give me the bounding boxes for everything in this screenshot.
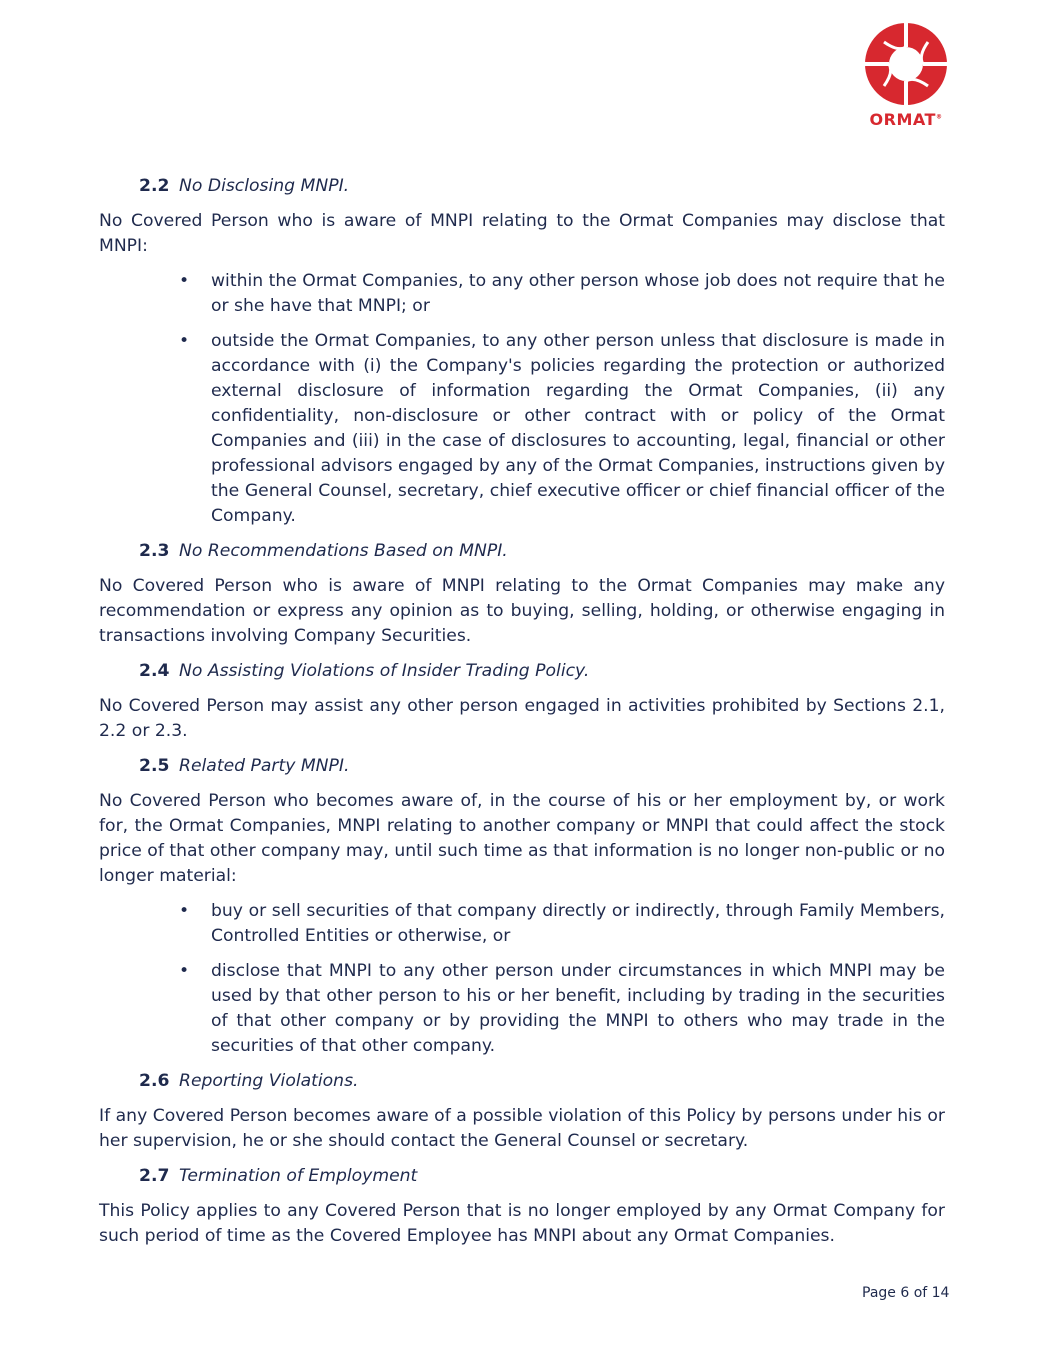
list-item: • within the Ormat Companies, to any other person whose job does not require that he or she have that MNPI; or [179,271,945,316]
section-title: Reporting Violations. [179,1071,359,1091]
bullet-list [99,899,945,1059]
section-number: 2.5 [139,756,170,776]
section-heading-2-2 [99,174,945,199]
section-number: 2.7 [139,1166,170,1186]
section-number: 2.3 [139,541,170,561]
section-title: No Recommendations Based on MNPI. [179,541,508,561]
logo-wordmark: ORMAT® [869,110,943,129]
list-item: • outside the Ormat Companies, to any other person unless that disclosure is made in accordance with (i) the Company's policies regarding the protection or authorized external disclosure of information regarding the Ormat Companies, (ii) any confidentiality, non-disclosure or other contract with or policy of the Ormat Companies and (iii) in the case of disclosures to accounting, legal, financial or other professional advisors engaged by any of the Ormat Companies, instructions given by the General Counsel, secretary, chief executive officer or chief financial officer of the Company. [179,331,945,526]
section-heading-2-7 [99,1164,945,1189]
list-item: • disclose that MNPI to any other person under circumstances in which MNPI may be used by that other person to his or her benefit, including by trading in the securities of that other company or by providing the MNPI to others who may trade in the securities of that other company. [179,961,945,1056]
section-paragraph: No Covered Person who becomes aware of, in the course of his or her employment by, or work for, the Ormat Companies, MNPI relating to another company or MNPI that could affect the stock price of that other company may, until such time as that information is no longer non-public or no longer material: [99,791,945,886]
list-item: • buy or sell securities of that company directly or indirectly, through Family Members, Controlled Entities or otherwise, or [179,901,945,946]
section-heading-2-4 [99,659,945,684]
section-title: Related Party MNPI. [179,756,350,776]
section-heading-2-6 [99,1069,945,1094]
section-paragraph: If any Covered Person becomes aware of a possible violation of this Policy by persons under his or her supervision, he or she should contact the General Counsel or secretary. [99,1106,945,1151]
bullet-icon: • [179,901,190,921]
ormat-logo [856,22,956,129]
ormat-logo-icon [864,22,948,106]
section-paragraph: This Policy applies to any Covered Person that is no longer employed by any Ormat Company for such period of time as the Covered Employee has MNPI about any Ormat Companies. [99,1201,945,1246]
page-number: Page 6 of 14 [862,1285,950,1301]
bullet-icon: • [179,271,190,291]
section-number: 2.6 [139,1071,170,1091]
section-heading-2-5 [99,754,945,779]
bullet-list [99,269,945,529]
bullet-icon: • [179,331,190,351]
section-heading-2-3 [99,539,945,564]
section-title: Termination of Employment [179,1166,418,1186]
section-paragraph: No Covered Person may assist any other person engaged in activities prohibited by Sections 2.1, 2.2 or 2.3. [99,696,945,741]
section-number: 2.4 [139,661,170,681]
section-title: No Assisting Violations of Insider Trading Policy. [179,661,590,681]
section-paragraph: No Covered Person who is aware of MNPI relating to the Ormat Companies may disclose that MNPI: [99,211,945,256]
section-paragraph: No Covered Person who is aware of MNPI relating to the Ormat Companies may make any recommendation or express any opinion as to buying, selling, holding, or otherwise engaging in transactions involving Company Securities. [99,576,945,646]
section-title: No Disclosing MNPI. [179,176,350,196]
bullet-icon: • [179,961,190,981]
document-body [99,174,945,1259]
section-number: 2.2 [139,176,170,196]
